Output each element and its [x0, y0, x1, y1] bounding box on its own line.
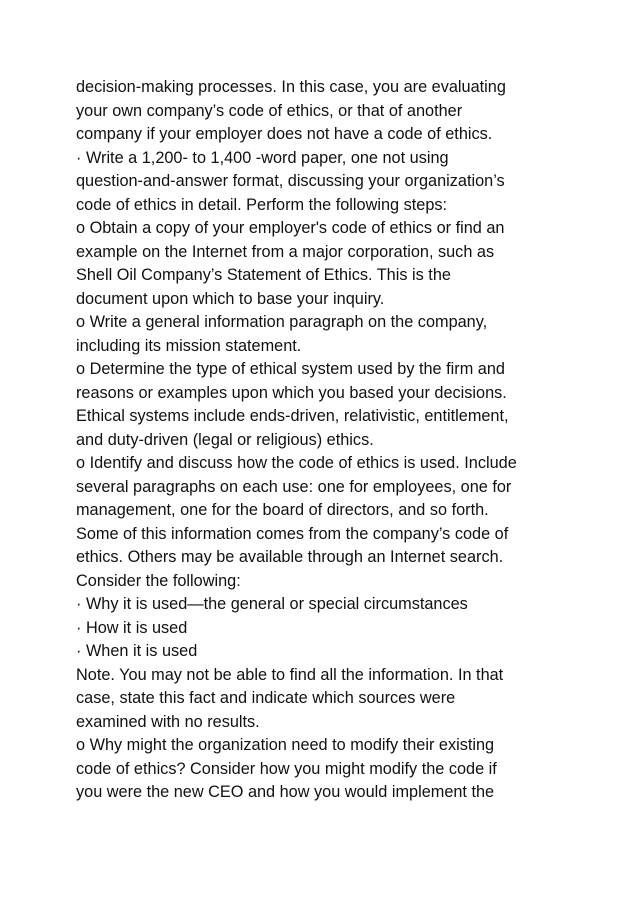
- text-line: management, one for the board of directors, and so forth.: [76, 501, 489, 519]
- text-line: example on the Internet from a major corporation, such as: [76, 242, 495, 261]
- text-line: question-and-answer format, discussing your organization’s: [76, 172, 505, 190]
- text-line: · Why it is used—the general or special circumstances: [76, 595, 468, 613]
- document-body: [76, 76, 576, 805]
- text-line: o Why might the organization need to modify their existing: [76, 736, 495, 754]
- text-line: and duty-driven (legal or religious) ethics.: [76, 430, 374, 449]
- text-line: reasons or examples upon which you based your decisions.: [76, 383, 507, 402]
- text-line: several paragraphs on each use: one for employees, one for: [76, 477, 512, 496]
- text-line: case, state this fact and indicate which sources were: [76, 689, 456, 707]
- text-line: your own company’s code of ethics, or that of another: [76, 101, 463, 120]
- text-line: · When it is used: [76, 642, 198, 660]
- text-line: · Write a 1,200- to 1,400 -word paper, one not using: [76, 148, 449, 167]
- text-line: Note. You may not be able to find all the information. In that: [76, 665, 504, 684]
- text-line: o Write a general information paragraph on the company,: [76, 313, 488, 331]
- text-line: including its mission statement.: [76, 336, 302, 355]
- text-line: Ethical systems include ends-driven, relativistic, entitlement,: [76, 407, 509, 425]
- text-line: o Determine the type of ethical system used by the firm and: [76, 360, 505, 378]
- text-line: Consider the following:: [76, 571, 241, 590]
- text-line: Shell Oil Company’s Statement of Ethics. This is the: [76, 266, 451, 284]
- text-line: ethics. Others may be available through an Internet search.: [76, 548, 504, 566]
- text-line: code of ethics? Consider how you might modify the code if: [76, 759, 497, 778]
- text-line: code of ethics in detail. Perform the following steps:: [76, 195, 448, 214]
- text-line: document upon which to base your inquiry.: [76, 289, 385, 308]
- text-line: you were the new CEO and how you would implement the: [76, 783, 495, 801]
- text-line: o Obtain a copy of your employer's code of ethics or find an: [76, 219, 505, 237]
- text-line: decision-making processes. In this case, you are evaluating: [76, 78, 506, 96]
- text-line: examined with no results.: [76, 712, 260, 731]
- text-line: o Identify and discuss how the code of ethics is used. Include: [76, 454, 517, 472]
- text-line: company if your employer does not have a code of ethics.: [76, 125, 493, 143]
- text-line: Some of this information comes from the company’s code of: [76, 524, 509, 543]
- text-line: · How it is used: [76, 618, 188, 637]
